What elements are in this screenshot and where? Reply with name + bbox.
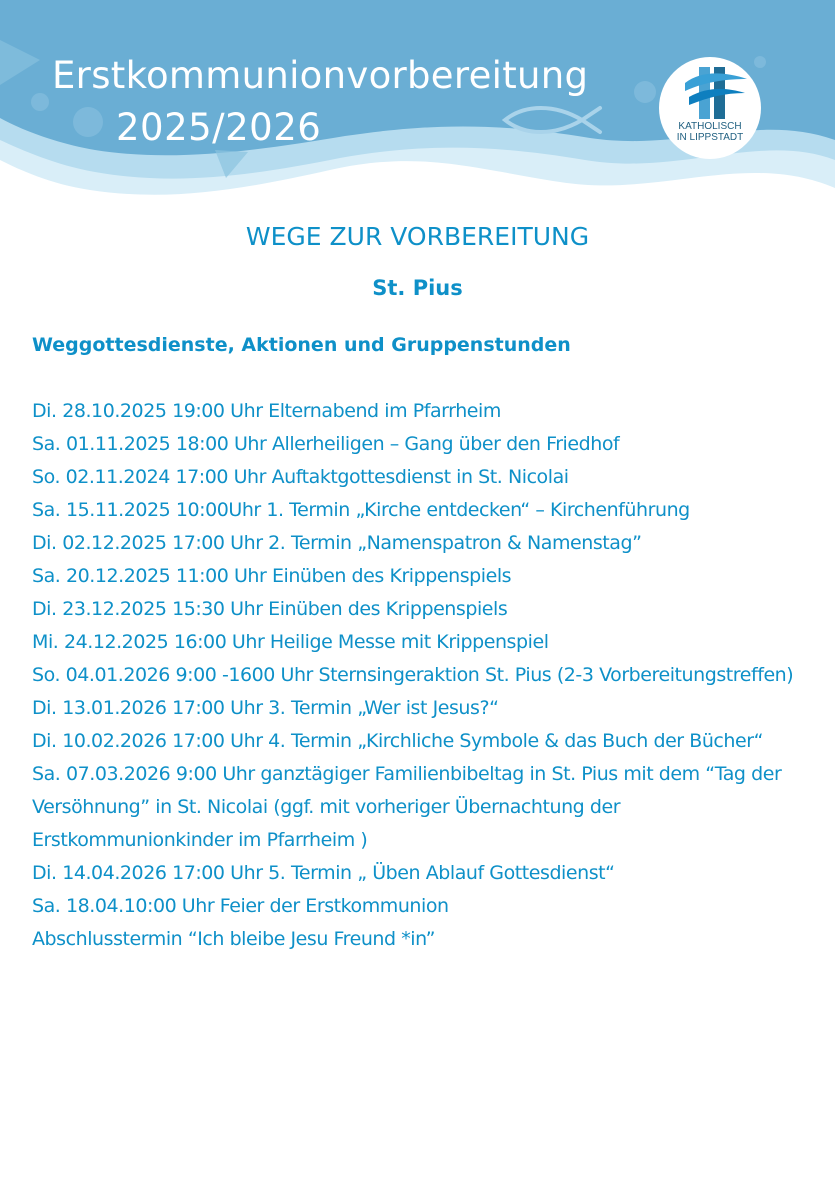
events-list <box>32 395 812 956</box>
event-item: Di. 23.12.2025 15:30 Uhr Einüben des Krippenspiels <box>32 598 508 620</box>
event-item: Sa. 20.12.2025 11:00 Uhr Einüben des Krippenspiels <box>32 565 512 587</box>
logo <box>659 57 761 159</box>
logo-text: KATHOLISCH IN LIPPSTADT <box>676 121 744 143</box>
page-title: Erstkommunionvorbereitung <box>52 54 589 97</box>
event-item: Di. 13.01.2026 17:00 Uhr 3. Termin „Wer ist Jesus?“ <box>32 697 499 719</box>
event-item: Mi. 24.12.2025 16:00 Uhr Heilige Messe mit Krippenspiel <box>32 631 549 653</box>
event-item: Di. 02.12.2025 17:00 Uhr 2. Termin „Namenspatron & Namenstag” <box>32 532 642 554</box>
event-item: So. 04.01.2026 9:00 -1600 Uhr Sternsingeraktion St. Pius (2-3 Vorbereitungstreffen) <box>32 664 794 686</box>
page-subtitle-year: 2025/2026 <box>116 106 322 149</box>
event-item: Sa. 01.11.2025 18:00 Uhr Allerheiligen – Gang über den Friedhof <box>32 433 620 455</box>
event-item: Di. 10.02.2026 17:00 Uhr 4. Termin „Kirchliche Symbole & das Buch der Bücher“ <box>32 730 764 752</box>
cross-wave-icon <box>659 57 761 123</box>
event-item: Di. 28.10.2025 19:00 Uhr Elternabend im Pfarrheim <box>32 400 501 422</box>
event-item: Sa. 07.03.2026 9:00 Uhr ganztägiger Familienbibeltag in St. Pius mit dem “Tag der Versöhnung” in St. Nicolai (ggf. mit vorheriger Übernachtung der Erstkommunionkinder im Pfarrheim ) <box>32 763 782 851</box>
section-heading: WEGE ZUR VORBEREITUNG <box>245 222 590 251</box>
event-item: Abschlusstermin “Ich bleibe Jesu Freund *in” <box>32 928 436 950</box>
events-title: Weggottesdienste, Aktionen und Gruppenstunden <box>32 334 571 356</box>
header-banner <box>0 0 835 210</box>
event-item: Sa. 18.04.10:00 Uhr Feier der Erstkommunion <box>32 895 449 917</box>
event-item: So. 02.11.2024 17:00 Uhr Auftaktgottesdienst in St. Nicolai <box>32 466 569 488</box>
event-item: Sa. 15.11.2025 10:00Uhr 1. Termin „Kirche entdecken“ – Kirchenführung <box>32 499 690 521</box>
parish-name: St. Pius <box>372 276 463 300</box>
event-item: Di. 14.04.2026 17:00 Uhr 5. Termin „ Üben Ablauf Gottesdienst“ <box>32 862 615 884</box>
